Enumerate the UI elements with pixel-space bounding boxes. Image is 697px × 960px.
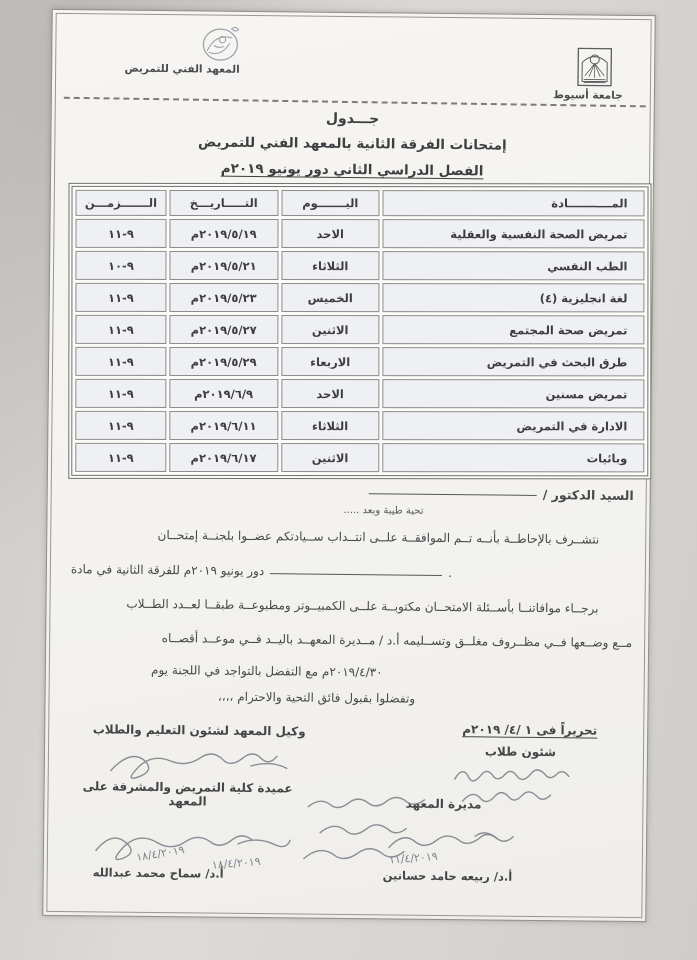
dean-label: عميدة كلية التمريض والمشرفة على المعهد [82,779,293,809]
cell-date: ٢٠١٩/٥/١٩م [169,219,278,248]
issued-date-line: تحريراً فى ١ /٤/ ٢٠١٩م [462,722,598,738]
letter-body-line-3: برجــاء موافاتنــا بأســئلة الامتحــان مكتوبــة علــى الكمبيــوتر ومطبوعــة طبقــا لعــدد الطــلاب [126,596,599,616]
cell-time: ٩-١١ [75,219,166,248]
table-row [75,347,644,376]
table-row [75,283,644,312]
letter-body-line-2-period: . [448,566,453,581]
cell-day: الخميس [281,283,379,312]
column-header-day: اليـــــــوم [281,190,379,216]
cell-time: ٩-١١ [75,283,166,312]
cell-subject: لغة انجليزية (٤) [382,283,644,312]
table-row [75,443,644,472]
exam-schedule-table [68,183,651,480]
cell-time: ٩-١١ [75,443,166,472]
cell-date: ٢٠١٩/٥/٢١م [169,251,278,280]
cell-time: ٩-١١ [75,379,166,408]
cell-time: ٩-١١ [75,315,166,344]
university-name-label: جامعة أسيوط [552,89,623,102]
dean-name: أ.د/ سماح محمد عبدالله [92,865,224,881]
salutation-blank-line [369,493,537,496]
cell-date: ٢٠١٩/٦/١١م [169,411,278,440]
table-row [75,315,644,344]
page-title: جـــدول [325,110,380,128]
director-name: أ.د/ ربيعه حامد حسانين [382,868,513,884]
salutation-line [64,482,634,503]
cell-day: الاثنين [281,443,379,472]
salutation-text: السيد الدكتور / [542,487,634,503]
dean-signature [88,816,299,868]
scanned-document-sheet [42,9,655,922]
middle-handwriting [298,792,459,879]
cell-day: الاحد [281,379,379,408]
cell-day: الثلاثاء [281,411,379,440]
handwritten-date-left: ١٨/٤/٢٠١٩ [135,843,186,864]
cell-subject: الطب النفسي [382,251,644,280]
cell-time: ٩-١١ [75,411,166,440]
cell-day: الاحد [281,219,379,248]
column-header-date: التـــــاريـــخ [169,190,278,216]
cell-subject: تمريض صحة المجتمع [382,315,644,344]
vice-dean-label: وكيل المعهد لشئون التعليم والطلاب [92,722,306,739]
table-row [75,411,644,440]
letter-body-line-4: مــع وضــعها فــي مظــروف مغلــق وتســليمه أ.د / مــديرة المعهــد باليــد فــي موعــد أقصــاه [161,631,633,650]
column-header-time: الـــــــزمـــن [76,190,167,216]
letter-body-line-2-text: دور يونيو ٢٠١٩م للفرقة الثانية في مادة [70,562,265,579]
cell-time: ٩-١٠ [75,251,166,280]
greeting-line: تحية طيبة وبعد ..... [343,504,424,517]
letter-body-line-5: ٢٠١٩/٤/٣٠م مع التفضل بالتواجد في اللجنة يوم [151,662,383,680]
letter-body-line-2 [63,562,633,582]
table-header-row [76,190,645,216]
cell-date: ٢٠١٩/٥/٢٩م [169,347,278,376]
cell-date: ٢٠١٩/٥/٢٧م [169,315,278,344]
cell-day: الثلاثاء [281,251,379,280]
handwritten-date-right: ١١/٤/٢٠١٩ [388,849,439,867]
exam-schedule-grid [72,187,647,476]
director-label: مديرة المعهد [405,796,482,812]
column-header-subject: المـــــــــــادة [383,190,645,216]
cell-subject: وبائيات [382,443,644,472]
term-line-text: الفصل الدراسي الثاني دور يونيو ٢٠١٩م [220,160,484,180]
institute-name-label: المعهد الفني للتمريض [124,62,240,76]
subject-blank-line [270,573,442,576]
cell-day: الاربعاء [281,347,379,376]
table-row [75,379,644,408]
handwritten-date-left-2: ١٨/٤/٢٠١٩ [211,854,262,872]
cell-subject: تمريض مسنين [382,379,644,408]
cell-date: ٢٠١٩/٦/٩م [169,379,278,408]
cell-time: ٩-١١ [75,347,166,376]
assiut-university-emblem-icon [576,46,613,87]
students-affairs-label: شئون طلاب [484,744,557,760]
letter-body-line-1: نتشــرف بالإحاطــة بأنــه تــم الموافقــة علــى انتــداب ســيادتكم عضــوا بلجنــة إمتحــان [157,527,600,547]
cell-day: الاثنين [281,315,379,344]
cell-subject: تمريض الصحة النفسية والعقلية [382,219,644,248]
term-line [51,159,653,181]
page-subtitle: إمتحانات الفرقة الثانية بالمعهد الفني للتمريض [197,134,507,154]
letter-closing-line: وتفضلوا بقبول فائق التحية والاحترام ،،،، [217,689,416,706]
cell-date: ٢٠١٩/٦/١٧م [169,443,278,472]
table-row [75,219,644,248]
cell-subject: الادارة في التمريض [382,411,644,440]
nursing-institute-emblem-icon [198,23,244,65]
cell-subject: طرق البحث في التمريض [382,347,644,376]
cell-date: ٢٠١٩/٥/٢٣م [169,283,278,312]
table-row [75,251,644,280]
